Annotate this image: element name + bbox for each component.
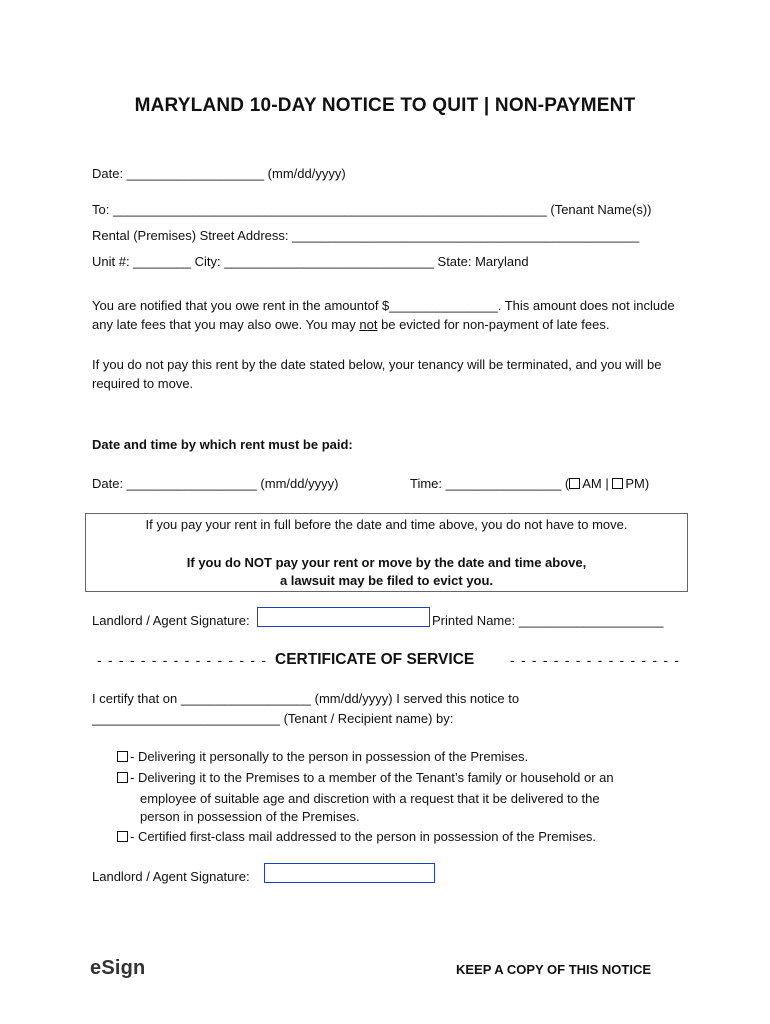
termination-paragraph: If you do not pay this rent by the date stated below, your tenancy will be terminated, and you will be required to move.: [92, 357, 662, 391]
deadline-heading: Date and time by which rent must be paid:: [92, 437, 353, 452]
am-label: AM |: [582, 476, 613, 491]
warning-line-3: a lawsuit may be filed to evict you.: [279, 573, 494, 588]
rent-owed-text: You are notified that you owe rent in the amountof $_______________. This amount does not include any late fees that you may also owe. You may: [92, 298, 675, 332]
landlord-signature-field[interactable]: [257, 607, 430, 627]
certificate-signature-field[interactable]: [264, 863, 435, 883]
personal-delivery-label: - Delivering it personally to the person in possession of the Premises.: [130, 749, 529, 764]
document-title: MARYLAND 10-DAY NOTICE TO QUIT | NON-PAYMENT: [134, 95, 636, 116]
mail-delivery-label: - Certified first-class mail addressed to the person in possession of the Premises.: [130, 829, 597, 844]
not-emphasis: not: [359, 317, 378, 332]
unit-city-state-field[interactable]: Unit #: ________ City: _____________________________ State: Maryland: [92, 254, 529, 269]
certificate-title: CERTIFICATE OF SERVICE: [275, 651, 475, 668]
service-option-personal: [117, 749, 528, 764]
divider-dashes-right: - - - - - - - - - - - - - - - -: [510, 652, 681, 668]
deadline-date-field[interactable]: Date: __________________ (mm/dd/yyyy): [92, 476, 339, 491]
printed-name-field[interactable]: Printed Name: ____________________: [432, 613, 664, 628]
am-checkbox[interactable]: [569, 478, 580, 489]
keep-copy-notice: KEEP A COPY OF THIS NOTICE: [456, 962, 652, 977]
notice-date-field[interactable]: Date: ___________________ (mm/dd/yyyy): [92, 166, 346, 181]
household-delivery-checkbox[interactable]: [117, 772, 128, 783]
pm-label: PM): [625, 476, 650, 491]
mail-delivery-checkbox[interactable]: [117, 831, 128, 842]
recipient-name-field[interactable]: __________________________ (Tenant / Recipient name) by:: [92, 711, 454, 726]
warning-line-1: If you pay your rent in full before the date and time above, you do not have to move.: [145, 517, 628, 532]
esign-logo: eSign: [90, 957, 146, 979]
household-delivery-cont-2: person in possession of the Premises.: [140, 809, 360, 824]
time-label: Time: ________________ (: [410, 476, 570, 491]
household-delivery-label: - Delivering it to the Premises to a member of the Tenant’s family or household or an: [130, 770, 614, 785]
warning-line-2: If you do NOT pay your rent or move by the date and time above,: [186, 555, 587, 570]
service-date-field[interactable]: I certify that on __________________ (mm/dd/yyyy) I served this notice to: [92, 691, 520, 706]
divider-dashes-left: - - - - - - - - - - - - - - - -: [97, 652, 268, 668]
service-option-household: [117, 770, 614, 785]
landlord-signature-label: Landlord / Agent Signature:: [92, 613, 250, 628]
certificate-signature-label: Landlord / Agent Signature:: [92, 869, 250, 884]
pm-checkbox[interactable]: [612, 478, 623, 489]
street-address-field[interactable]: Rental (Premises) Street Address: ________________________________________________: [92, 228, 640, 243]
rent-owed-paragraph: [92, 296, 682, 334]
personal-delivery-checkbox[interactable]: [117, 751, 128, 762]
service-option-mail: [117, 829, 596, 844]
tenant-name-field[interactable]: To: ____________________________________________________________ (Tenant Name(s)): [92, 202, 652, 217]
household-delivery-cont-1: employee of suitable age and discretion with a request that it be delivered to the: [140, 791, 600, 806]
late-fees-text: be evicted for non-payment of late fees.: [377, 317, 610, 332]
deadline-time-field[interactable]: [410, 476, 649, 491]
